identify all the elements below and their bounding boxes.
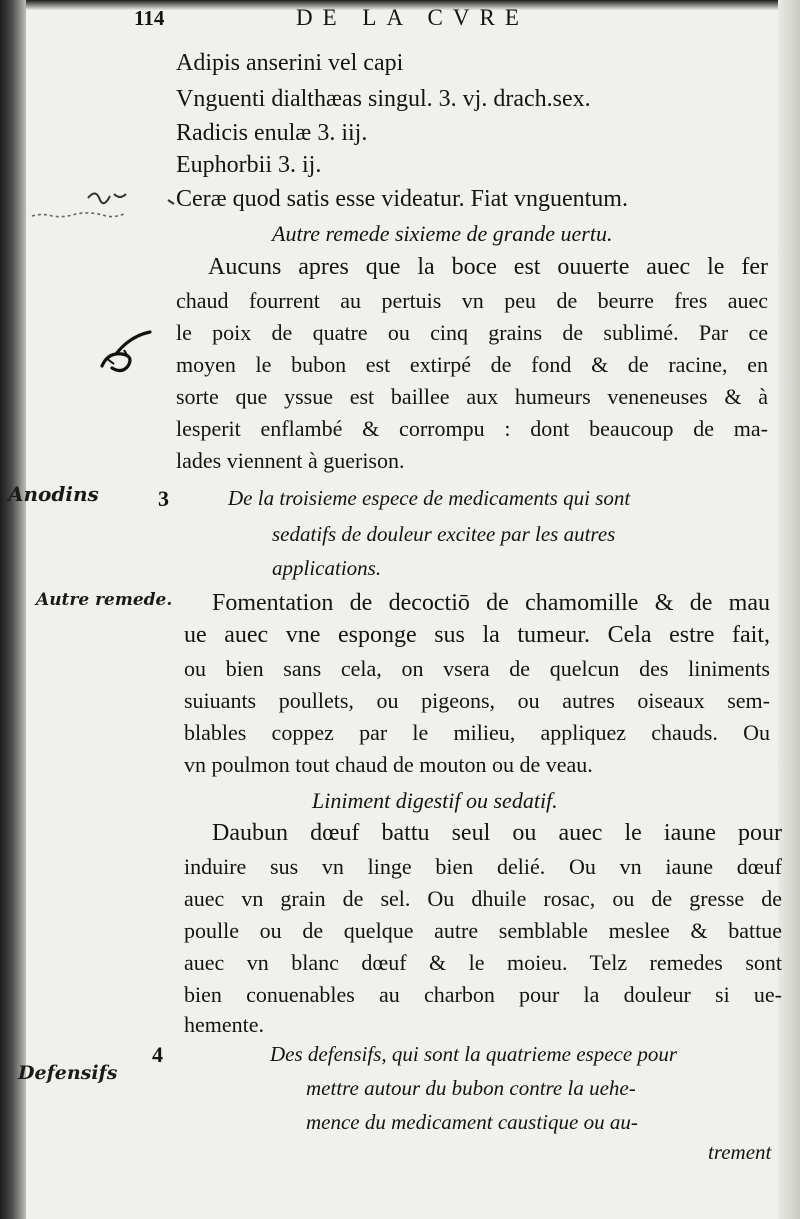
paragraph-line: chaud fourrent au pertuis vn peu de beurre fres auec: [176, 288, 768, 313]
paragraph-line: lades viennent à guerison.: [176, 448, 405, 473]
running-title: DE LA CVRE: [296, 5, 529, 30]
paragraph-line: le poix de quatre ou cinq grains de sublimé. Par ce: [176, 320, 768, 345]
section-heading: sedatifs de douleur excitee par les autres: [272, 522, 616, 546]
margin-note: Defensifs: [18, 1062, 118, 1084]
section-heading: De la troisieme espece de medicaments qui sont: [228, 486, 631, 510]
paragraph-line: blables coppez par le milieu, appliquez chauds. Ou: [184, 720, 770, 745]
page-edge: [778, 0, 800, 1219]
section-heading: mettre autour du bubon contre la uehe-: [306, 1076, 636, 1100]
paragraph-line: induire sus vn linge bien delié. Ou vn iaune dœuf: [184, 854, 782, 879]
handwritten-mark-icon: [94, 328, 154, 374]
binding-gutter: [0, 0, 26, 1219]
paragraph-line: Fomentation de decoctiō de chamomille & de mau: [212, 590, 770, 616]
recipe-line: Vnguenti dialthæas singul. 3. vj. drach.sex.: [176, 86, 591, 112]
paragraph-line: hemente.: [184, 1012, 265, 1037]
paragraph-line: suiuants poullets, ou pigeons, ou autres oiseaux sem-: [184, 688, 770, 713]
paragraph-line: poulle ou de quelque autre semblable meslee & battue: [184, 918, 782, 943]
section-heading: mence du medicament caustique ou au-: [306, 1110, 638, 1134]
paragraph-line: bien conuenables au charbon pour la douleur si ue-: [184, 982, 782, 1007]
paragraph-line: ou bien sans cela, on vsera de quelcun des liniments: [184, 656, 770, 681]
paragraph-line: Daubun dœuf battu seul ou auec le iaune pour: [212, 820, 782, 846]
margin-scribble: [28, 180, 178, 230]
catchword: trement: [708, 1140, 772, 1164]
margin-note: Anodins: [8, 482, 99, 506]
recipe-line: Ceræ quod satis esse videatur. Fiat vnguentum.: [176, 186, 628, 212]
section-heading: Liniment digestif ou sedatif.: [312, 788, 558, 813]
recipe-line: Euphorbii 3. ij.: [176, 152, 322, 178]
section-heading: Autre remede sixieme de grande uertu.: [272, 221, 613, 246]
paragraph-line: auec vn grain de sel. Ou dhuile rosac, ou de gresse de: [184, 886, 782, 911]
section-heading: Des defensifs, qui sont la quatrieme espece pour: [270, 1042, 678, 1066]
section-heading: applications.: [272, 556, 382, 580]
section-number: 4: [152, 1042, 163, 1067]
paragraph-line: ue auec vne esponge sus la tumeur. Cela estre fait,: [184, 622, 770, 648]
paragraph-line: Aucuns apres que la boce est ouuerte auec le fer: [208, 254, 768, 280]
paragraph-line: vn poulmon tout chaud de mouton ou de veau.: [184, 752, 593, 777]
paragraph-line: sorte que yssue est baillee aux humeurs veneneuses & à: [176, 384, 768, 409]
margin-note: Autre remede.: [36, 590, 173, 610]
recipe-line: Adipis anserini vel capi: [176, 50, 404, 76]
paragraph-line: lesperit enflambé & corrompu : dont beaucoup de ma-: [176, 416, 768, 441]
page-number: 114: [134, 6, 165, 30]
paragraph-line: moyen le bubon est extirpé de fond & de racine, en: [176, 352, 768, 377]
section-number: 3: [158, 486, 169, 511]
paragraph-line: auec vn blanc dœuf & le moieu. Telz remedes sont: [184, 950, 782, 975]
recipe-line: Radicis enulæ 3. iij.: [176, 120, 368, 146]
